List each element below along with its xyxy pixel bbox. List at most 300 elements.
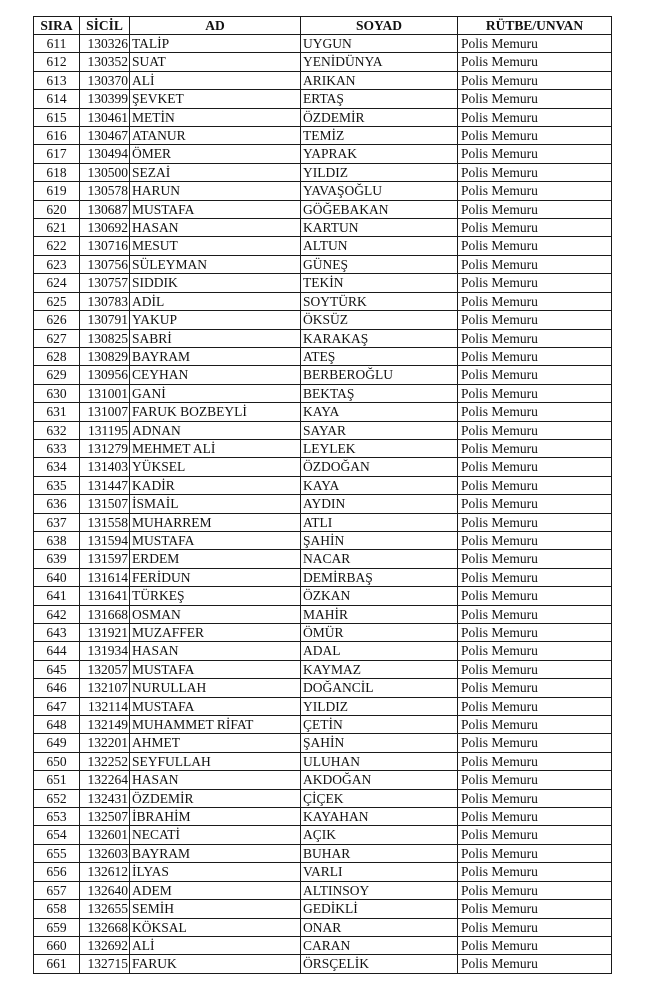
table-row <box>34 587 612 605</box>
soyad-cell: GEDİKLİ <box>301 900 458 918</box>
rutbe-cell: Polis Memuru <box>458 90 612 108</box>
table-row <box>34 219 612 237</box>
ad-cell: ÖZDEMİR <box>130 789 301 807</box>
ad-cell: ŞEVKET <box>130 90 301 108</box>
rutbe-cell: Polis Memuru <box>458 200 612 218</box>
soyad-cell: ÖZDEMİR <box>301 108 458 126</box>
sira-cell: 654 <box>34 826 80 844</box>
rutbe-cell: Polis Memuru <box>458 311 612 329</box>
rutbe-cell: Polis Memuru <box>458 550 612 568</box>
sicil-cell: 130399 <box>80 90 130 108</box>
rutbe-cell: Polis Memuru <box>458 513 612 531</box>
ad-cell: HASAN <box>130 771 301 789</box>
table-row <box>34 789 612 807</box>
sicil-cell: 132655 <box>80 900 130 918</box>
table-row <box>34 918 612 936</box>
header-row <box>34 17 612 35</box>
sira-cell: 640 <box>34 568 80 586</box>
rutbe-cell: Polis Memuru <box>458 347 612 365</box>
ad-cell: İBRAHİM <box>130 808 301 826</box>
ad-cell: MEHMET ALİ <box>130 439 301 457</box>
rutbe-cell: Polis Memuru <box>458 881 612 899</box>
soyad-cell: ÖKSÜZ <box>301 311 458 329</box>
sira-cell: 646 <box>34 679 80 697</box>
rutbe-cell: Polis Memuru <box>458 531 612 549</box>
soyad-cell: ŞAHİN <box>301 734 458 752</box>
soyad-cell: ÖMÜR <box>301 624 458 642</box>
table-row <box>34 716 612 734</box>
sira-cell: 632 <box>34 421 80 439</box>
rutbe-cell: Polis Memuru <box>458 108 612 126</box>
rutbe-cell: Polis Memuru <box>458 789 612 807</box>
table-row <box>34 439 612 457</box>
soyad-cell: ERTAŞ <box>301 90 458 108</box>
rutbe-cell: Polis Memuru <box>458 771 612 789</box>
ad-cell: ÖMER <box>130 145 301 163</box>
table-row <box>34 881 612 899</box>
sicil-cell: 131558 <box>80 513 130 531</box>
ad-cell: OSMAN <box>130 605 301 623</box>
rutbe-cell: Polis Memuru <box>458 182 612 200</box>
sicil-cell: 130500 <box>80 163 130 181</box>
sira-cell: 625 <box>34 292 80 310</box>
sira-cell: 653 <box>34 808 80 826</box>
sicil-cell: 130829 <box>80 347 130 365</box>
soyad-cell: BEKTAŞ <box>301 384 458 402</box>
soyad-cell: ÖZDOĞAN <box>301 458 458 476</box>
table-row <box>34 108 612 126</box>
table-row <box>34 35 612 53</box>
table-row <box>34 200 612 218</box>
soyad-cell: LEYLEK <box>301 439 458 457</box>
ad-cell: ATANUR <box>130 127 301 145</box>
sicil-cell: 132715 <box>80 955 130 973</box>
sira-cell: 660 <box>34 936 80 954</box>
soyad-cell: ALTUN <box>301 237 458 255</box>
soyad-cell: ULUHAN <box>301 752 458 770</box>
soyad-cell: AÇIK <box>301 826 458 844</box>
sira-cell: 644 <box>34 642 80 660</box>
rutbe-cell: Polis Memuru <box>458 53 612 71</box>
sicil-cell: 130716 <box>80 237 130 255</box>
soyad-cell: VARLI <box>301 863 458 881</box>
rutbe-cell: Polis Memuru <box>458 71 612 89</box>
ad-cell: SEMİH <box>130 900 301 918</box>
table-row <box>34 274 612 292</box>
soyad-cell: MAHİR <box>301 605 458 623</box>
sira-cell: 624 <box>34 274 80 292</box>
ad-cell: YAKUP <box>130 311 301 329</box>
table-row <box>34 826 612 844</box>
rutbe-cell: Polis Memuru <box>458 587 612 605</box>
rutbe-cell: Polis Memuru <box>458 900 612 918</box>
sicil-cell: 131921 <box>80 624 130 642</box>
table-row <box>34 458 612 476</box>
sira-cell: 634 <box>34 458 80 476</box>
personnel-table <box>33 16 612 974</box>
table-row <box>34 71 612 89</box>
sira-cell: 614 <box>34 90 80 108</box>
table-row <box>34 844 612 862</box>
rutbe-cell: Polis Memuru <box>458 844 612 862</box>
ad-cell: FERİDUN <box>130 568 301 586</box>
sira-cell: 627 <box>34 329 80 347</box>
ad-cell: ADEM <box>130 881 301 899</box>
sira-cell: 629 <box>34 366 80 384</box>
sira-cell: 642 <box>34 605 80 623</box>
soyad-cell: AYDIN <box>301 495 458 513</box>
ad-cell: BAYRAM <box>130 844 301 862</box>
table-row <box>34 531 612 549</box>
sicil-cell: 131195 <box>80 421 130 439</box>
soyad-cell: YAVAŞOĞLU <box>301 182 458 200</box>
ad-cell: KADİR <box>130 476 301 494</box>
sira-cell: 655 <box>34 844 80 862</box>
sira-cell: 645 <box>34 660 80 678</box>
ad-cell: AHMET <box>130 734 301 752</box>
table-row <box>34 495 612 513</box>
table-row <box>34 403 612 421</box>
table-row <box>34 163 612 181</box>
ad-cell: HASAN <box>130 219 301 237</box>
sira-cell: 637 <box>34 513 80 531</box>
rutbe-cell: Polis Memuru <box>458 936 612 954</box>
sira-cell: 619 <box>34 182 80 200</box>
table-row <box>34 568 612 586</box>
soyad-cell: CARAN <box>301 936 458 954</box>
soyad-cell: ONAR <box>301 918 458 936</box>
rutbe-cell: Polis Memuru <box>458 918 612 936</box>
rutbe-cell: Polis Memuru <box>458 163 612 181</box>
sira-cell: 635 <box>34 476 80 494</box>
table-row <box>34 513 612 531</box>
ad-cell: ERDEM <box>130 550 301 568</box>
sicil-cell: 131934 <box>80 642 130 660</box>
ad-cell: İLYAS <box>130 863 301 881</box>
ad-cell: GANİ <box>130 384 301 402</box>
rutbe-cell: Polis Memuru <box>458 605 612 623</box>
soyad-cell: SOYTÜRK <box>301 292 458 310</box>
sicil-cell: 131507 <box>80 495 130 513</box>
rutbe-cell: Polis Memuru <box>458 808 612 826</box>
sicil-cell: 132264 <box>80 771 130 789</box>
sicil-cell: 130956 <box>80 366 130 384</box>
sira-cell: 631 <box>34 403 80 421</box>
table-row <box>34 863 612 881</box>
sira-cell: 652 <box>34 789 80 807</box>
sira-cell: 633 <box>34 439 80 457</box>
soyad-cell: BUHAR <box>301 844 458 862</box>
sira-cell: 618 <box>34 163 80 181</box>
sicil-cell: 132601 <box>80 826 130 844</box>
table-row <box>34 90 612 108</box>
ad-cell: BAYRAM <box>130 347 301 365</box>
soyad-cell: KARAKAŞ <box>301 329 458 347</box>
rutbe-cell: Polis Memuru <box>458 734 612 752</box>
sira-cell: 615 <box>34 108 80 126</box>
soyad-cell: ÖRSÇELİK <box>301 955 458 973</box>
sira-cell: 638 <box>34 531 80 549</box>
rutbe-cell: Polis Memuru <box>458 403 612 421</box>
table-row <box>34 329 612 347</box>
sicil-cell: 130352 <box>80 53 130 71</box>
sicil-cell: 132603 <box>80 844 130 862</box>
header-rutbe: RÜTBE/UNVAN <box>458 17 612 35</box>
rutbe-cell: Polis Memuru <box>458 458 612 476</box>
sicil-cell: 130687 <box>80 200 130 218</box>
rutbe-cell: Polis Memuru <box>458 955 612 973</box>
ad-cell: YÜKSEL <box>130 458 301 476</box>
ad-cell: ADİL <box>130 292 301 310</box>
soyad-cell: ÇETİN <box>301 716 458 734</box>
table-row <box>34 955 612 973</box>
ad-cell: HARUN <box>130 182 301 200</box>
sira-cell: 641 <box>34 587 80 605</box>
soyad-cell: NACAR <box>301 550 458 568</box>
rutbe-cell: Polis Memuru <box>458 145 612 163</box>
ad-cell: MUZAFFER <box>130 624 301 642</box>
sicil-cell: 132149 <box>80 716 130 734</box>
sira-cell: 617 <box>34 145 80 163</box>
sira-cell: 659 <box>34 918 80 936</box>
rutbe-cell: Polis Memuru <box>458 219 612 237</box>
rutbe-cell: Polis Memuru <box>458 624 612 642</box>
soyad-cell: GÖĞEBAKAN <box>301 200 458 218</box>
sira-cell: 623 <box>34 255 80 273</box>
sicil-cell: 130791 <box>80 311 130 329</box>
ad-cell: SABRİ <box>130 329 301 347</box>
table-row <box>34 605 612 623</box>
soyad-cell: DEMİRBAŞ <box>301 568 458 586</box>
rutbe-cell: Polis Memuru <box>458 329 612 347</box>
ad-cell: MUHARREM <box>130 513 301 531</box>
sicil-cell: 130825 <box>80 329 130 347</box>
table-header <box>34 17 612 35</box>
table-row <box>34 347 612 365</box>
soyad-cell: KAYA <box>301 476 458 494</box>
sira-cell: 648 <box>34 716 80 734</box>
rutbe-cell: Polis Memuru <box>458 384 612 402</box>
sicil-cell: 130756 <box>80 255 130 273</box>
table-row <box>34 182 612 200</box>
soyad-cell: YAPRAK <box>301 145 458 163</box>
sira-cell: 626 <box>34 311 80 329</box>
header-sicil: SİCİL <box>80 17 130 35</box>
soyad-cell: ÖZKAN <box>301 587 458 605</box>
sicil-cell: 131641 <box>80 587 130 605</box>
sira-cell: 620 <box>34 200 80 218</box>
table-row <box>34 384 612 402</box>
sira-cell: 639 <box>34 550 80 568</box>
ad-cell: HASAN <box>130 642 301 660</box>
rutbe-cell: Polis Memuru <box>458 127 612 145</box>
ad-cell: MESUT <box>130 237 301 255</box>
sira-cell: 612 <box>34 53 80 71</box>
table-row <box>34 550 612 568</box>
sira-cell: 650 <box>34 752 80 770</box>
rutbe-cell: Polis Memuru <box>458 421 612 439</box>
ad-cell: TALİP <box>130 35 301 53</box>
sicil-cell: 130461 <box>80 108 130 126</box>
ad-cell: FARUK <box>130 955 301 973</box>
soyad-cell: UYGUN <box>301 35 458 53</box>
ad-cell: KÖKSAL <box>130 918 301 936</box>
table-row <box>34 292 612 310</box>
ad-cell: MUSTAFA <box>130 531 301 549</box>
table-row <box>34 936 612 954</box>
table-row <box>34 624 612 642</box>
rutbe-cell: Polis Memuru <box>458 863 612 881</box>
rutbe-cell: Polis Memuru <box>458 237 612 255</box>
sicil-cell: 132057 <box>80 660 130 678</box>
table-row <box>34 642 612 660</box>
table-row <box>34 127 612 145</box>
ad-cell: ALİ <box>130 936 301 954</box>
table-row <box>34 237 612 255</box>
soyad-cell: ADAL <box>301 642 458 660</box>
rutbe-cell: Polis Memuru <box>458 495 612 513</box>
sira-cell: 658 <box>34 900 80 918</box>
table-row <box>34 255 612 273</box>
sicil-cell: 130326 <box>80 35 130 53</box>
soyad-cell: KAYAHAN <box>301 808 458 826</box>
soyad-cell: DOĞANCİL <box>301 679 458 697</box>
sicil-cell: 132431 <box>80 789 130 807</box>
table-row <box>34 53 612 71</box>
sicil-cell: 130370 <box>80 71 130 89</box>
ad-cell: SÜLEYMAN <box>130 255 301 273</box>
table-row <box>34 734 612 752</box>
soyad-cell: YILDIZ <box>301 163 458 181</box>
sira-cell: 611 <box>34 35 80 53</box>
sicil-cell: 131597 <box>80 550 130 568</box>
table-row <box>34 476 612 494</box>
soyad-cell: GÜNEŞ <box>301 255 458 273</box>
sicil-cell: 132107 <box>80 679 130 697</box>
rutbe-cell: Polis Memuru <box>458 697 612 715</box>
sira-cell: 651 <box>34 771 80 789</box>
sicil-cell: 131403 <box>80 458 130 476</box>
sicil-cell: 132252 <box>80 752 130 770</box>
ad-cell: SEYFULLAH <box>130 752 301 770</box>
soyad-cell: ATLI <box>301 513 458 531</box>
ad-cell: SIDDIK <box>130 274 301 292</box>
sira-cell: 622 <box>34 237 80 255</box>
sira-cell: 657 <box>34 881 80 899</box>
sira-cell: 649 <box>34 734 80 752</box>
ad-cell: NECATİ <box>130 826 301 844</box>
ad-cell: MUHAMMET RİFAT <box>130 716 301 734</box>
soyad-cell: ŞAHİN <box>301 531 458 549</box>
table-row <box>34 900 612 918</box>
rutbe-cell: Polis Memuru <box>458 660 612 678</box>
soyad-cell: ATEŞ <box>301 347 458 365</box>
soyad-cell: SAYAR <box>301 421 458 439</box>
sira-cell: 621 <box>34 219 80 237</box>
sicil-cell: 131279 <box>80 439 130 457</box>
table-row <box>34 145 612 163</box>
sicil-cell: 131614 <box>80 568 130 586</box>
soyad-cell: TEKİN <box>301 274 458 292</box>
sicil-cell: 131007 <box>80 403 130 421</box>
rutbe-cell: Polis Memuru <box>458 274 612 292</box>
sicil-cell: 130494 <box>80 145 130 163</box>
soyad-cell: KARTUN <box>301 219 458 237</box>
rutbe-cell: Polis Memuru <box>458 439 612 457</box>
rutbe-cell: Polis Memuru <box>458 716 612 734</box>
sira-cell: 628 <box>34 347 80 365</box>
table-row <box>34 808 612 826</box>
ad-cell: FARUK BOZBEYLİ <box>130 403 301 421</box>
soyad-cell: YILDIZ <box>301 697 458 715</box>
sicil-cell: 131447 <box>80 476 130 494</box>
header-sira: SIRA <box>34 17 80 35</box>
rutbe-cell: Polis Memuru <box>458 292 612 310</box>
sicil-cell: 130757 <box>80 274 130 292</box>
soyad-cell: ALTINSOY <box>301 881 458 899</box>
ad-cell: TÜRKEŞ <box>130 587 301 605</box>
header-ad: AD <box>130 17 301 35</box>
ad-cell: ADNAN <box>130 421 301 439</box>
sicil-cell: 131668 <box>80 605 130 623</box>
header-soyad: SOYAD <box>301 17 458 35</box>
sicil-cell: 131594 <box>80 531 130 549</box>
sicil-cell: 130783 <box>80 292 130 310</box>
sicil-cell: 131001 <box>80 384 130 402</box>
rutbe-cell: Polis Memuru <box>458 568 612 586</box>
soyad-cell: ARIKAN <box>301 71 458 89</box>
table-row <box>34 660 612 678</box>
sicil-cell: 132612 <box>80 863 130 881</box>
sicil-cell: 130578 <box>80 182 130 200</box>
sicil-cell: 132201 <box>80 734 130 752</box>
ad-cell: CEYHAN <box>130 366 301 384</box>
rutbe-cell: Polis Memuru <box>458 752 612 770</box>
sicil-cell: 132668 <box>80 918 130 936</box>
soyad-cell: YENİDÜNYA <box>301 53 458 71</box>
sicil-cell: 130467 <box>80 127 130 145</box>
sicil-cell: 132114 <box>80 697 130 715</box>
sira-cell: 630 <box>34 384 80 402</box>
rutbe-cell: Polis Memuru <box>458 255 612 273</box>
rutbe-cell: Polis Memuru <box>458 35 612 53</box>
sicil-cell: 132640 <box>80 881 130 899</box>
table-body <box>34 35 612 974</box>
soyad-cell: BERBEROĞLU <box>301 366 458 384</box>
rutbe-cell: Polis Memuru <box>458 642 612 660</box>
sira-cell: 656 <box>34 863 80 881</box>
ad-cell: MUSTAFA <box>130 697 301 715</box>
soyad-cell: ÇİÇEK <box>301 789 458 807</box>
rutbe-cell: Polis Memuru <box>458 826 612 844</box>
sira-cell: 636 <box>34 495 80 513</box>
soyad-cell: AKDOĞAN <box>301 771 458 789</box>
sira-cell: 647 <box>34 697 80 715</box>
table-row <box>34 366 612 384</box>
ad-cell: ALİ <box>130 71 301 89</box>
rutbe-cell: Polis Memuru <box>458 366 612 384</box>
soyad-cell: KAYA <box>301 403 458 421</box>
ad-cell: MUSTAFA <box>130 200 301 218</box>
ad-cell: İSMAİL <box>130 495 301 513</box>
table-row <box>34 697 612 715</box>
table-row <box>34 679 612 697</box>
ad-cell: SUAT <box>130 53 301 71</box>
table-row <box>34 421 612 439</box>
rutbe-cell: Polis Memuru <box>458 476 612 494</box>
table-row <box>34 771 612 789</box>
soyad-cell: KAYMAZ <box>301 660 458 678</box>
